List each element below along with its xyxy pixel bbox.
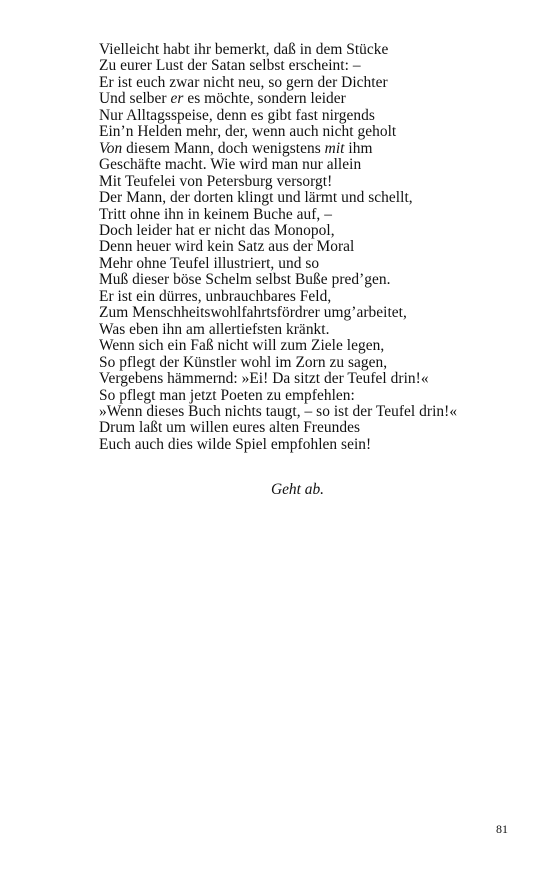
poem-line (99, 420, 519, 436)
poem-line (99, 190, 519, 206)
poem-line-text: Denn heuer wird kein Satz aus der Moral (99, 238, 355, 256)
poem-line-text: Nur Alltagsspeise, denn es gibt fast nirgends (99, 106, 375, 124)
poem-line-emphasis: Von (99, 139, 123, 157)
poem-line (99, 289, 519, 305)
poem-line (99, 108, 519, 124)
poem-line-text: Muß dieser böse Schelm selbst Buße pred’gen. (99, 271, 391, 289)
poem-line-text: ihm (344, 139, 373, 157)
poem-line (99, 355, 519, 371)
poem-line-text: Drum laßt um willen eures alten Freundes (99, 419, 361, 437)
page-number: 81 (496, 822, 508, 836)
poem-line-emphasis: mit (324, 139, 345, 157)
poem-line (99, 91, 519, 107)
poem-line (99, 42, 519, 58)
poem-line (99, 75, 519, 91)
poem-line-text: Was eben ihn am allertiefsten kränkt. (99, 320, 330, 338)
stage-direction: Geht ab. (270, 481, 324, 498)
poem-line (99, 437, 519, 453)
poem-line-text: Mit Teufelei von Petersburg versorgt! (99, 172, 333, 190)
poem-line (99, 371, 519, 387)
poem-line (99, 388, 519, 404)
poem-line-text: Vielleicht habt ihr bemerkt, daß in dem Stücke (99, 41, 389, 58)
poem-line (99, 207, 519, 223)
poem-line (99, 124, 519, 140)
poem-line (99, 141, 519, 157)
poem-line (99, 272, 519, 288)
poem-line (99, 223, 519, 239)
poem-line-emphasis: er (170, 90, 184, 108)
poem-line-text: Der Mann, der dorten klingt und lärmt und schellt, (99, 189, 413, 207)
poem-line-text: Ein’n Helden mehr, der, wenn auch nicht geholt (99, 123, 397, 141)
poem-line (99, 157, 519, 173)
poem-line-text: es möchte, sondern leider (183, 90, 346, 108)
poem-line-text: Er ist ein dürres, unbrauchbares Feld, (99, 287, 332, 305)
poem-line-text: Und selber (99, 90, 171, 108)
poem-line-text: Doch leider hat er nicht das Monopol, (99, 221, 335, 239)
poem-line-text: Mehr ohne Teufel illustriert, und so (99, 254, 320, 272)
poem-line (99, 404, 519, 420)
poem-line (99, 174, 519, 190)
poem-line (99, 256, 519, 272)
poem-line (99, 58, 519, 74)
poem-line-text: Zu eurer Lust der Satan selbst erscheint: – (99, 57, 361, 75)
poem-line-text: Tritt ohne ihn in keinem Buche auf, – (99, 205, 332, 223)
poem-line-text: Er ist euch zwar nicht neu, so gern der Dichter (99, 73, 388, 91)
poem-text (99, 42, 519, 453)
poem-line-text: Geschäfte macht. Wie wird man nur allein (99, 156, 362, 174)
poem-line (99, 322, 519, 338)
poem-line-text: »Wenn dieses Buch nichts taugt, – so ist der Teufel drin!« (99, 402, 458, 420)
poem-line-text: Vergebens hämmernd: »Ei! Da sitzt der Teufel drin!« (99, 370, 429, 388)
poem-line (99, 338, 519, 354)
poem-line-text: diesem Mann, doch wenigstens (122, 139, 325, 157)
poem-line-text: Zum Menschheitswohlfahrtsfördrer umg’arbeitet, (99, 304, 407, 322)
poem-line (99, 305, 519, 321)
poem-line (99, 239, 519, 255)
poem-line-text: Euch auch dies wilde Spiel empfohlen sein! (99, 435, 372, 453)
poem-line-text: Wenn sich ein Faß nicht will zum Ziele legen, (99, 337, 385, 355)
poem-line-text: So pflegt man jetzt Poeten zu empfehlen: (99, 386, 355, 404)
poem-line-text: So pflegt der Künstler wohl im Zorn zu sagen, (99, 353, 388, 371)
